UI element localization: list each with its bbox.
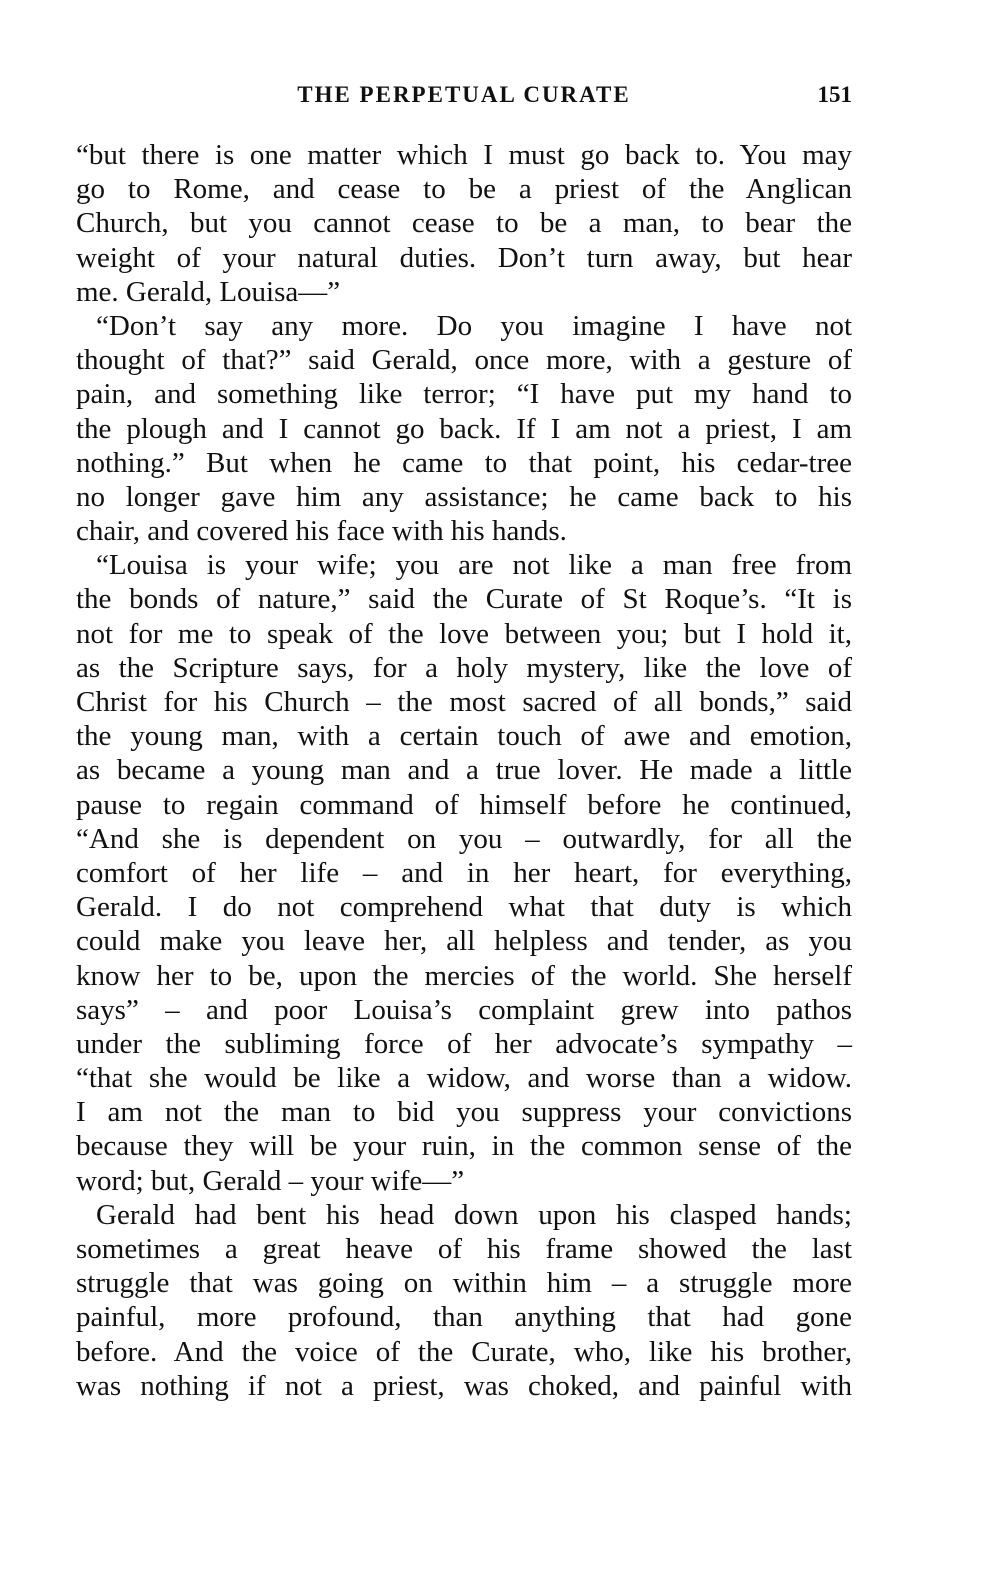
text-line: go to Rome, and cease to be a priest of the Anglican xyxy=(76,173,852,206)
text-line: chair, and covered his face with his hands. xyxy=(76,515,567,548)
text-line: comfort of her life – and in her heart, for everything, xyxy=(76,856,852,889)
text-line: before. And the voice of the Curate, who, like his brother, xyxy=(76,1335,852,1368)
body-text xyxy=(76,138,852,1403)
running-head xyxy=(76,78,852,112)
text-line: know her to be, upon the mercies of the world. She herself xyxy=(76,959,852,992)
text-line: as became a young man and a true lover. He made a little xyxy=(76,754,852,787)
text-line: the young man, with a certain touch of awe and emotion, xyxy=(76,720,852,753)
paragraph xyxy=(76,548,852,1198)
text-line: Gerald. I do not comprehend what that duty is which xyxy=(76,891,852,924)
text-line: struggle that was going on within him – a struggle more xyxy=(76,1267,852,1300)
text-line: painful, more profound, than anything that had gone xyxy=(76,1301,852,1334)
text-line: Church, but you cannot cease to be a man, to bear the xyxy=(76,207,852,240)
text-line: pause to regain command of himself before he continued, xyxy=(76,788,852,821)
paragraph xyxy=(76,1198,852,1403)
text-line: “that she would be like a widow, and worse than a widow. xyxy=(76,1062,852,1095)
text-line: no longer gave him any assistance; he came back to his xyxy=(76,480,852,513)
text-line: as the Scripture says, for a holy mystery, like the love of xyxy=(76,651,852,684)
text-line: me. Gerald, Louisa—” xyxy=(76,275,341,308)
text-line: could make you leave her, all helpless and tender, as you xyxy=(76,925,852,958)
page-number: 151 xyxy=(817,82,852,107)
text-line: “Louisa is your wife; you are not like a man free from xyxy=(96,549,852,582)
text-line: I am not the man to bid you suppress your convictions xyxy=(76,1096,852,1129)
text-line: thought of that?” said Gerald, once more, with a gesture of xyxy=(76,344,852,377)
paragraph xyxy=(76,309,852,548)
text-line: “but there is one matter which I must go back to. You may xyxy=(76,139,852,171)
text-line: not for me to speak of the love between you; but I hold it, xyxy=(76,617,852,650)
text-line: weight of your natural duties. Don’t turn away, but hear xyxy=(76,241,852,274)
text-line: sometimes a great heave of his frame showed the last xyxy=(76,1233,852,1265)
text-line: says” – and poor Louisa’s complaint grew into pathos xyxy=(76,993,852,1026)
text-line: because they will be your ruin, in the common sense of the xyxy=(76,1130,852,1163)
text-line: “Don’t say any more. Do you imagine I have not xyxy=(96,309,852,342)
text-line: Gerald had bent his head down upon his clasped hands; xyxy=(96,1198,852,1231)
text-line: pain, and something like terror; “I have put my hand to xyxy=(76,378,852,411)
text-line: Christ for his Church – the most sacred of all bonds,” said xyxy=(76,686,852,718)
text-line: was nothing if not a priest, was choked, and painful with xyxy=(76,1369,852,1402)
paragraph xyxy=(76,138,852,309)
text-line: the bonds of nature,” said the Curate of St Roque’s. “It is xyxy=(76,583,852,616)
text-line: the plough and I cannot go back. If I am not a priest, I am xyxy=(76,412,852,445)
text-line: word; but, Gerald – your wife—” xyxy=(76,1164,465,1197)
text-line: under the subliming force of her advocate’s sympathy – xyxy=(76,1027,852,1060)
text-line: “And she is dependent on you – outwardly, for all the xyxy=(76,822,852,855)
running-title: THE PERPETUAL CURATE xyxy=(297,82,631,107)
text-line: nothing.” But when he came to that point, his cedar-tree xyxy=(76,446,852,479)
